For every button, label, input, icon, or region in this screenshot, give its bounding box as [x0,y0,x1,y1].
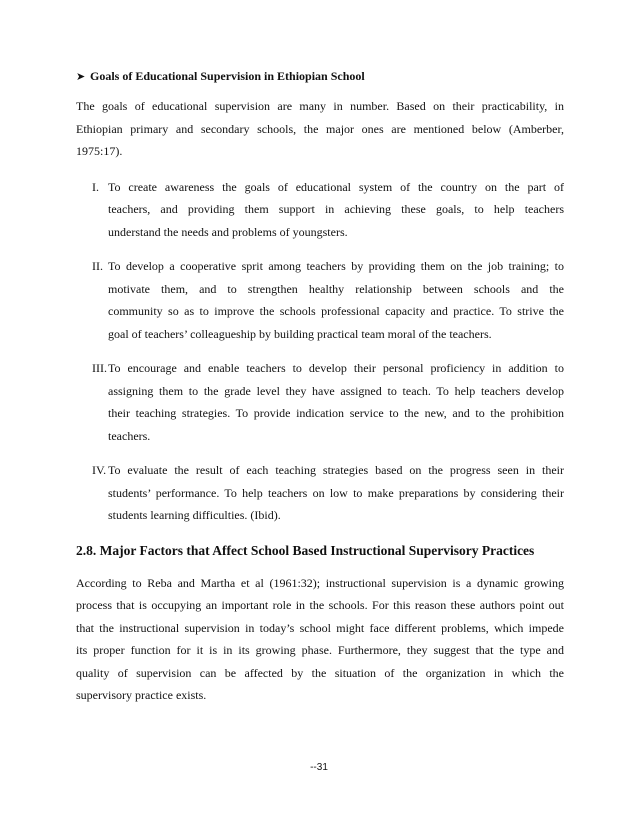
factors-line: supervisory practice exists. [76,688,207,702]
goal-text [108,255,564,345]
goal-line: To encourage and enable teachers to develop their personal proficiency in addition to [108,361,564,375]
goal-line: To develop a cooperative sprit among teachers by providing them on the job training; to [108,259,564,273]
goal-line: goal of teachers’ colleagueship by building practical team moral of the teachers. [108,326,492,341]
goal-numeral: I. [92,179,99,194]
intro-line: The goals of educational supervision are many in number. Based on their practicability, in [76,99,564,113]
goal-numeral: II. [92,259,103,273]
goal-item [92,176,564,244]
goal-line: understand the needs and problems of youngsters. [108,224,348,239]
goal-line: To evaluate the result of each teaching strategies based on the progress seen in their [108,463,564,477]
goal-line: motivate them, and to strengthen healthy relationship between schools and the [108,281,564,296]
factors-line: quality of supervision can be affected by the situation of the organization in which the [76,665,564,680]
goal-numeral: III. [92,361,107,375]
goal-item [92,255,564,345]
goal-text [108,459,564,527]
subsection-heading: 2.8. Major Factors that Affect School Based Instructional Supervisory Practices [76,542,535,558]
goal-item [92,357,564,447]
goal-numeral: IV. [92,463,107,477]
goal-text [108,357,564,447]
goal-item [92,459,564,527]
goal-line: community so as to improve the schools professional capacity and practice. To strive the [108,304,564,318]
arrow-bullet-icon: ➤ [76,69,86,83]
section-heading [76,67,564,85]
intro-line: Ethiopian primary and secondary schools, the major ones are mentioned below (Amberber, [76,121,564,136]
intro-line: 1975:17). [76,144,123,158]
goal-line: their teaching strategies. To provide indication service to the new, and to the prohibition [108,406,564,420]
section-heading-text: Goals of Educational Supervision in Ethiopian School [90,68,365,83]
goal-line: teachers. [108,428,151,443]
goal-line: assigning them to the grade level they have assigned to teach. To help teachers develop [108,383,564,398]
page-number: --31 [310,762,328,773]
intro-paragraph [76,95,564,163]
goal-line: To create awareness the goals of educational system of the country on the part of [108,179,564,194]
document-page [76,67,564,707]
goal-line: students’ performance. To help teachers on low to make preparations by considering their [108,485,564,500]
factors-paragraph [76,572,564,707]
factors-line: According to Reba and Martha et al (1961:32); instructional supervision is a dynamic growing [76,575,564,590]
factors-line: that the instructional supervision in today’s school might face different problems, which impede [76,620,564,635]
goal-line: teachers, and providing them support in achieving these goals, to help teachers [108,202,564,216]
goal-text [108,176,564,244]
goals-list [76,176,564,527]
factors-line: process that is occupying an important role in the schools. For this reason these authors point out [76,598,564,612]
factors-line: its proper function for it is in its growing phase. Furthermore, they suggest that the type and [76,643,564,657]
goal-line: students learning difficulties. (Ibid). [108,508,281,522]
